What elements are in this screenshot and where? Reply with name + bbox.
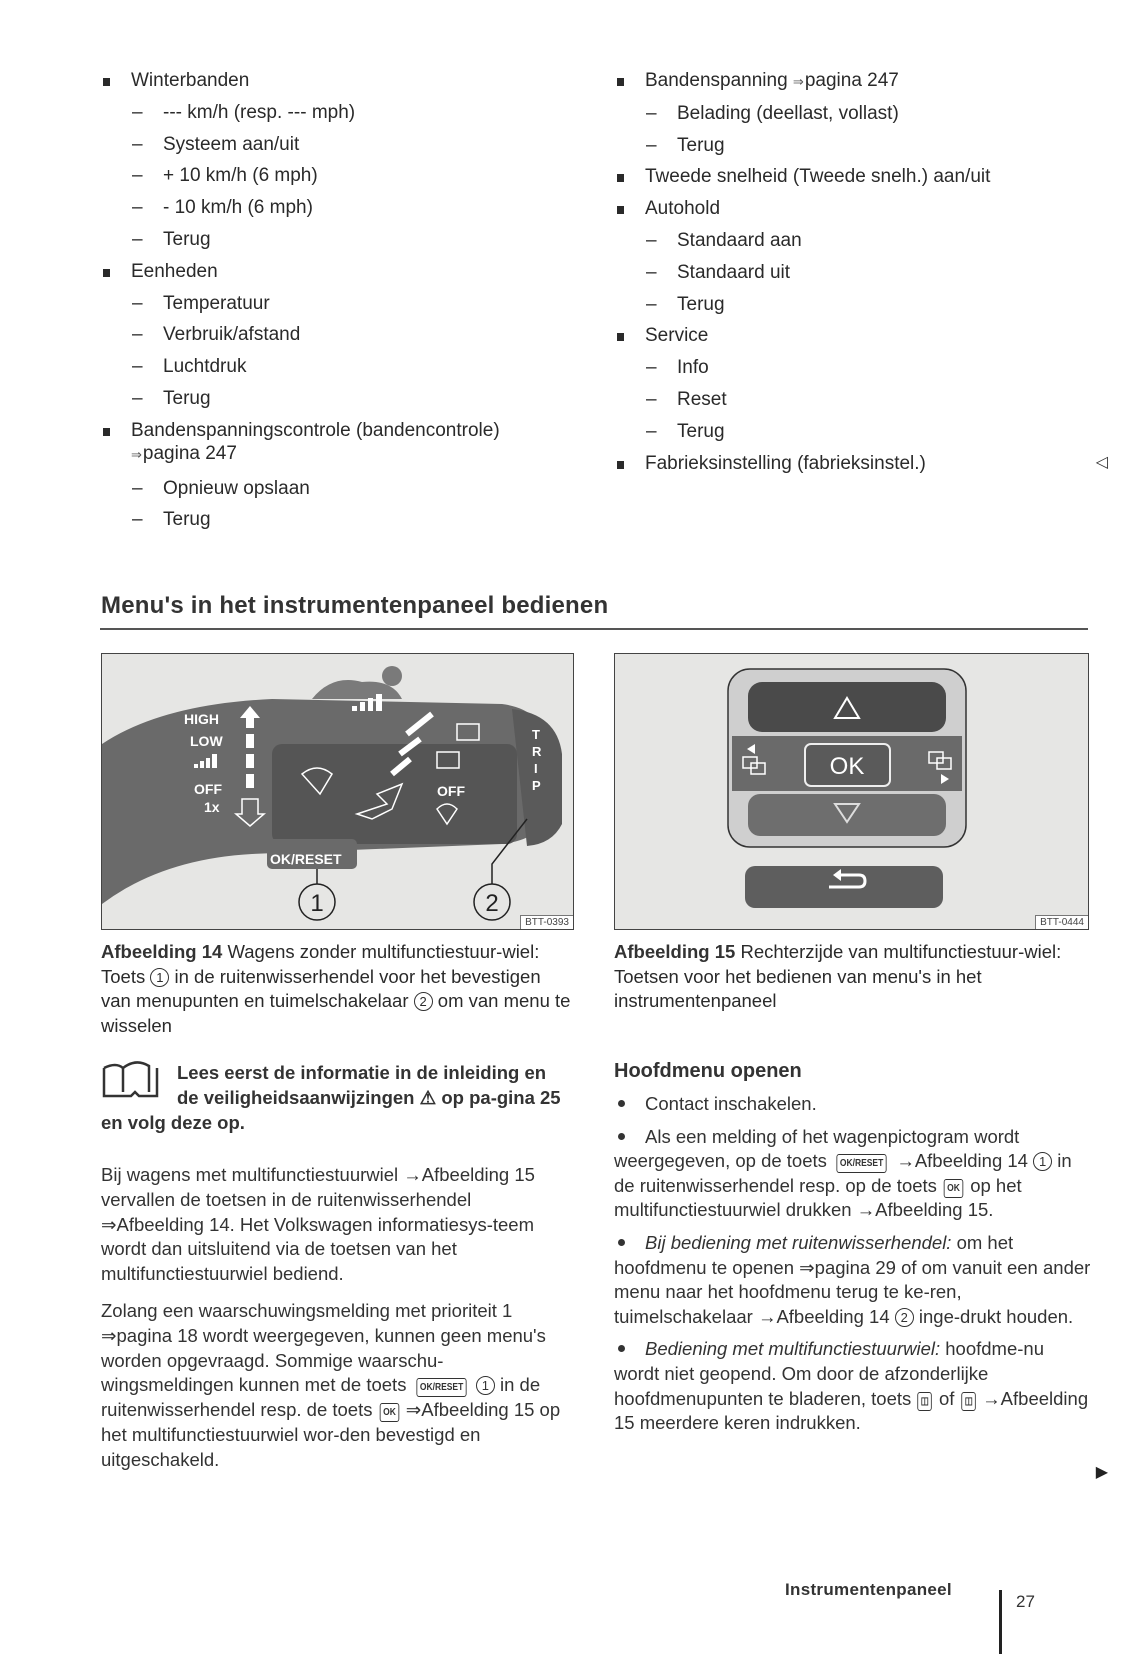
menu-item: Fabrieksinstelling (fabrieksinstel.) [614,448,1094,480]
submenu-item: – Info [646,357,709,379]
menu-item: Eenheden [100,256,570,288]
figure-code: BTT-0444 [1035,915,1088,929]
submenu-item: – Terug [646,134,725,156]
submenu-item: – Temperatuur [132,292,270,314]
callout-2-ref: 2 [414,992,433,1011]
label-off-right: OFF [437,783,465,799]
subheading-open-main-menu: Hoofdmenu openen [614,1060,802,1082]
figure-14-wiper-lever [101,653,574,930]
menu-list-left [100,65,570,536]
square-bullet-icon [617,333,624,341]
svg-text:I: I [534,761,538,776]
square-bullet-icon [617,78,624,86]
footer-chapter: Instrumentenpaneel [785,1580,952,1599]
step-item: Contact inschakelen. [614,1092,1094,1117]
figure-15-caption: Afbeelding 15 Rechterzijde van multifunctiestuur-wiel: Toetsen voor het bedienen van menu's in het instrumentenpaneel [614,941,1062,1011]
submenu-item: – Terug [646,420,725,442]
label-low: LOW [190,733,223,749]
step-item: Bij bediening met ruitenwisserhendel: om het hoofdmenu te openen ⇒pagina 29 of om vanuit een ander menu naar het hoofdmenu terug te ke-ren, tuimelschakelaar →Afbeelding 14 2 inge-drukt houden. [614,1231,1091,1327]
menu-item: Tweede snelheid (Tweede snelh.) aan/uit [614,161,1094,193]
svg-text:R: R [532,744,542,759]
section-title: Menu's in het instrumentenpaneel bedienen [101,592,609,619]
square-bullet-icon [103,78,110,86]
svg-text:2: 2 [485,890,499,917]
submenu-item: – Standaard aan [646,229,802,251]
svg-text:OK: OK [829,753,865,780]
submenu-item: – + 10 km/h (6 mph) [132,165,318,187]
prev-screen-key-icon: ◫ [918,1392,933,1411]
square-bullet-icon [617,461,624,469]
label-once: 1x [204,799,220,815]
square-bullet-icon [103,269,110,277]
svg-text:T: T [532,727,540,742]
submenu-item: – Terug [132,387,211,409]
page-number: 27 [1016,1592,1035,1611]
square-bullet-icon [617,206,624,214]
menu-item-continuation: ⇒ pagina 247 [131,442,237,464]
next-screen-key-icon: ◫ [961,1392,976,1411]
footer-divider [999,1590,1002,1654]
submenu-item: – Luchtdruk [132,356,247,378]
submenu-item: – Terug [132,228,211,250]
label-ok-reset: OK/RESET [270,851,342,867]
submenu-item: – - 10 km/h (6 mph) [132,197,313,219]
label-off: OFF [194,781,222,797]
paragraph-warning-priority: Zolang een waarschuwingsmelding met prioriteit 1 ⇒pagina 18 wordt weergegeven, kunnen geen menu's worden opgevraagd. Sommige waarschu-wingsmeldingen kunnen met de toets OK/RESET 1 in de ruitenwisserhendel resp. de toets OK ⇒Afbeelding 15 op het multifunctiestuurwiel wor-den bevestigd en uitgeschakeld. [101,1300,561,1470]
step-item: Als een melding of het wagenpictogram wordt weergegeven, op de toets OK/RESET →Afbeelding 14 1 in de ruitenwisserhendel resp. op de toets OK op het multifunctiestuurwiel drukken →Afbeelding 15. [614,1125,1072,1221]
section-rule [100,628,1088,630]
cross-reference-arrow-icon: ⇒ [792,74,803,89]
menu-list-right [614,65,1094,479]
submenu-item: – --- km/h (resp. --- mph) [132,101,356,123]
svg-text:1: 1 [310,890,324,917]
paragraph-multifunction-wheel: Bij wagens met multifunctiestuurwiel →Afbeelding 15 vervallen de toetsen in de ruitenwisserhendel ⇒Afbeelding 14. Het Volkswagen informatiesys-teem wordt dan uitsluitend via de toetsen van het multifunctiestuurwiel bediend. [101,1164,535,1285]
submenu-item: – Terug [646,293,725,315]
ok-reset-key-icon: OK/RESET [836,1154,886,1173]
menu-item: Winterbanden [100,65,570,97]
ok-reset-key-icon: OK/RESET [416,1378,466,1397]
continue-page-triangle-icon: ▶ [1095,1464,1108,1481]
svg-text:P: P [532,778,541,793]
warning-icon: ⚠ [419,1087,437,1108]
ok-key-icon: OK [379,1403,399,1422]
figure-14-caption: Afbeelding 14 Wagens zonder multifunctiestuur-wiel: Toets 1 in de ruitenwisserhendel voor het bevestigen van menupunten en tuimelschakelaar 2 om van menu te wisselen [101,941,571,1036]
end-of-section-triangle-icon: ◁ [1095,454,1108,471]
submenu-item: – Belading (deellast, vollast) [646,102,899,124]
figure-15-steering-wheel-buttons [614,653,1089,930]
read-first-note: Lees eerst de informatie in de inleiding en de veiligheidsaanwijzingen ⚠ op pa-gina 25 en volg deze op. [101,1062,561,1133]
square-bullet-icon [617,174,624,182]
submenu-item: – Verbruik/afstand [132,324,301,346]
figure-code: BTT-0393 [520,915,573,929]
submenu-item: – Opnieuw opslaan [132,477,310,499]
menu-item: Service [614,320,1094,352]
submenu-item: – Reset [646,388,727,410]
cross-reference-arrow-icon: ⇒ [131,446,141,462]
ok-key-icon: OK [944,1179,964,1198]
callout-1-ref: 1 [150,968,169,987]
submenu-item: – Standaard uit [646,261,791,283]
square-bullet-icon [103,428,110,436]
book-icon [101,1060,171,1100]
menu-item: Bandenspanning ⇒ pagina 247 [614,65,1094,98]
submenu-item: – Systeem aan/uit [132,133,300,155]
menu-item: Autohold [614,193,1094,225]
menu-item: Bandenspanningscontrole (bandencontrole) [100,415,570,447]
submenu-item: – Terug [132,509,211,531]
step-item: Bediening met multifunctiestuurwiel: hoofdme-nu wordt niet geopend. Om door de afzonderlijke hoofdmenupunten te bladeren, toets ◫ of ◫ →Afbeelding 15 meerdere keren indrukken. [614,1338,1089,1434]
steps-list [614,1092,1094,1444]
label-high: HIGH [184,711,219,727]
